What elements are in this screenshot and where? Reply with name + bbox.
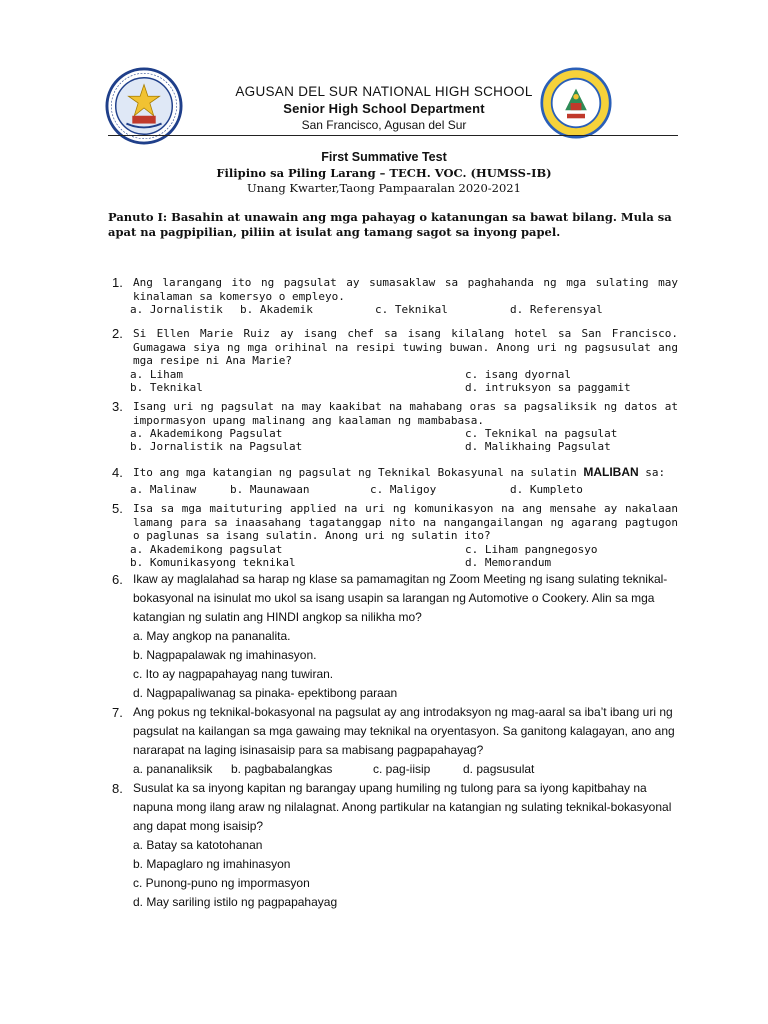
question-5 <box>108 502 678 569</box>
option-a: a. Malinaw <box>130 482 197 496</box>
option-c: c. Teknikal na pagsulat <box>465 427 618 440</box>
test-subject: Filipino sa Piling Larang – TECH. VOC. (HUMSS-IB) <box>216 166 552 180</box>
question-6 <box>108 570 678 703</box>
question-stem: Isa sa mga maituturing applied na uri ng komunikasyon na ang mensahe ay nakalaan lamang para sa inaasahang tagatanggap nito na nangangailangan ng agarang pagtugon o paglunas sa isang sulatin. Anong uri ng sulatin ito? <box>133 502 678 542</box>
question-stem: Susulat ka sa inyong kapitan ng barangay upang humiling ng tulong para sa iyong kapitbahay na napuna mong ilang araw ng nilalagnat. Anong partikular na katangian ng sulating teknikal-bokasyonal ang dapat mong isaisip? <box>133 781 672 833</box>
test-term: Unang Kwarter,Taong Pampaaralan 2020-2021 <box>247 181 521 195</box>
option-c: c. Punong-puno ng impormasyon <box>133 876 310 890</box>
question-3 <box>108 400 678 453</box>
option-b: b. Nagpapalawak ng imahinasyon. <box>133 648 317 662</box>
option-a: a. pananaliksik <box>133 762 213 776</box>
option-a: a. Akademikong pagsulat <box>130 542 283 556</box>
question-stem: Ito ang mga katangian ng pagsulat ng Teknikal Bokasyunal na sulatin MALIBAN sa: <box>133 465 666 479</box>
instructions: Panuto I: Basahin at unawain ang mga pahayag o katanungan sa bawat bilang. Mula sa apat na pagpipilian, piliin at isulat ang tamang sagot sa inyong papel. <box>108 210 672 239</box>
question-1 <box>108 276 678 317</box>
option-b: b. Teknikal <box>130 380 203 394</box>
question-4 <box>108 466 678 497</box>
question-number: 1. <box>112 275 123 290</box>
question-number: 7. <box>112 705 123 720</box>
question-number: 3. <box>112 399 123 414</box>
option-c: c. Liham pangnegosyo <box>465 542 598 556</box>
option-b: b. Komunikasyong teknikal <box>130 555 296 569</box>
question-number: 6. <box>112 572 123 587</box>
option-d: d. Malikhaing Pagsulat <box>465 440 611 453</box>
option-d: d. Kumpleto <box>510 482 583 496</box>
school-address: San Francisco, Agusan del Sur <box>301 118 467 132</box>
school-name: AGUSAN DEL SUR NATIONAL HIGH SCHOOL <box>235 84 533 99</box>
question-stem: Ang pokus ng teknikal-bokasyonal na pagsulat ay ang introdaksyon ng mag-aaral sa iba’t ibang uri ng pagsulat na kailangan sa mga gawaing may teknikal na oryentasyon. Sa ganitong kalagayan, ano ang nararapat na laging isinasaisip para sa mabisang pagpapahayag? <box>133 705 675 757</box>
option-b: b. Akademik <box>240 303 313 316</box>
department-name: Senior High School Department <box>283 101 485 116</box>
header-divider <box>108 135 678 136</box>
question-8 <box>108 779 678 912</box>
option-b: b. pagbabalangkas <box>231 762 333 776</box>
question-number: 2. <box>112 326 123 341</box>
option-a: a. Liham <box>130 367 183 381</box>
option-a: a. Jornalistik <box>130 303 223 316</box>
option-c: c. isang dyornal <box>465 367 571 381</box>
option-d: d. intruksyon sa paggamit <box>465 380 631 394</box>
question-number: 8. <box>112 781 123 796</box>
option-c: c. Teknikal <box>375 303 448 316</box>
option-c: c. pag-iisip <box>373 762 431 776</box>
option-d: d. May sariling istilo ng pagpapahayag <box>133 895 338 909</box>
option-b: b. Jornalistik na Pagsulat <box>130 440 303 453</box>
question-number: 5. <box>112 501 123 516</box>
option-d: d. Nagpapaliwanag sa pinaka- epektibong paraan <box>133 686 398 700</box>
option-a: a. Batay sa katotohanan <box>133 838 263 852</box>
option-d: d. pagsusulat <box>463 762 535 776</box>
option-d: d. Referensyal <box>510 303 603 316</box>
option-c: c. Maligoy <box>370 482 437 496</box>
option-b: b. Maunawaan <box>230 482 310 496</box>
option-a: a. May angkop na pananalita. <box>133 629 291 643</box>
emphasis-word: MALIBAN <box>583 465 639 479</box>
option-d: d. Memorandum <box>465 555 552 569</box>
question-stem: Ikaw ay maglalahad sa harap ng klase sa pamamagitan ng Zoom Meeting ng isang sulating teknikal-bokasyonal na isinulat mo ukol sa isang usapin sa larangan ng Automotive o Cookery. Alin sa mga katangian ng sulatin ang HINDI angkop sa nilikha mo? <box>133 572 668 624</box>
question-stem: Si Ellen Marie Ruiz ay isang chef sa isang kilalang hotel sa San Francisco. Gumagawa siya ng mga orihinal na resipi tuwing buwan. Anong uri ng pagsusulat ang mga resipe ni Ana Marie? <box>133 327 678 367</box>
option-a: a. Akademikong Pagsulat <box>130 427 283 440</box>
question-2 <box>108 327 678 394</box>
question-stem: Ang larangang ito ng pagsulat ay sumasaklaw sa paghahanda ng mga sulating may kinalaman sa komersyo o empleyo. <box>133 276 678 303</box>
option-b: b. Mapaglaro ng imahinasyon <box>133 857 291 871</box>
question-stem: Isang uri ng pagsulat na may kaakibat na mahabang oras sa pagsaliksik ng datos at impormasyon upang malinang ang kaalaman ng mambabasa. <box>133 400 678 427</box>
question-number: 4. <box>112 465 123 480</box>
question-7 <box>108 703 678 779</box>
option-c: c. Ito ay nagpapahayag nang tuwiran. <box>133 667 334 681</box>
test-title: First Summative Test <box>321 150 447 164</box>
